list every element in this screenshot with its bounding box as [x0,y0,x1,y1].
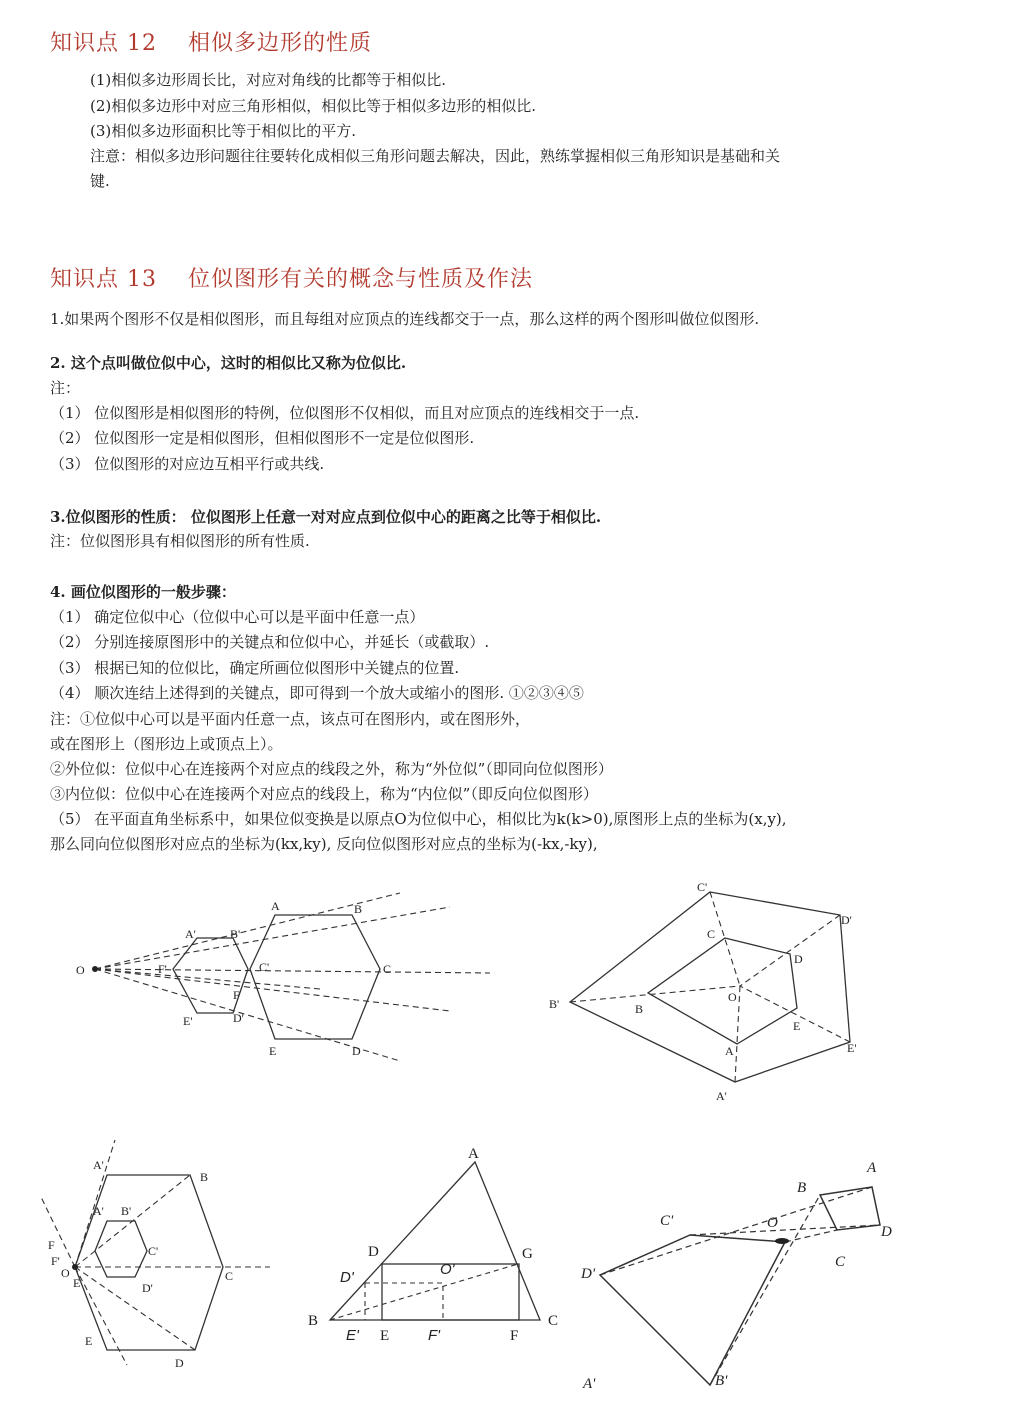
svg-text:C: C [383,962,392,976]
svg-text:C': C' [259,960,270,974]
svg-text:B: B [635,1002,644,1016]
svg-text:C: C [707,927,716,941]
svg-text:A: A [867,1160,877,1176]
s13-note3: 注：位似图形具有相似图形的所有性质. [50,532,310,550]
s13-note2-3: （3） 位似图形的对应边互相平行或共线. [50,455,325,473]
svg-text:E': E' [847,1041,857,1055]
section13-title: 知识点 13 位似图形有关的概念与性质及作法 [50,267,533,292]
s13-p1: 1.如果两个图形不仅是相似图形，而且每组对应顶点的连线都交于一点，那么这样的两个图形叫做位似图形. [50,310,760,328]
svg-text:D: D [794,952,803,966]
svg-text:C': C' [148,1244,159,1258]
s13-note2-1: （1） 位似图形是相似图形的特例，位似图形不仅相似，而且对应顶点的连线相交于一点. [50,404,640,422]
svg-text:C: C [835,1254,846,1270]
svg-text:E: E [793,1019,801,1033]
s12-item-2: (2)相似多边形中对应三角形相似，相似比等于相似多边形的相似比. [90,97,537,115]
small-hexagon [95,1221,147,1277]
svg-text:D': D' [340,1269,354,1286]
svg-text:D': D' [581,1266,596,1282]
svg-text:E': E' [183,1014,193,1028]
svg-text:B: B [354,902,363,916]
large-pentagon [570,892,850,1082]
s13-note4-4: ③内位似：位似中心在连接两个对应点的线段上，称为“内位似”（即反向位似图形） [50,785,598,803]
svg-text:G: G [522,1246,533,1262]
svg-text:E': E' [346,1327,359,1344]
svg-text:F': F' [158,962,167,976]
svg-text:E: E [380,1328,390,1344]
svg-text:A': A' [185,927,196,941]
section12-title: 知识点 12 相似多边形的性质 [50,31,372,56]
s13-note4-6: 那么同向位似图形对应点的坐标为(kx,ky), 反向位似图形对应点的坐标为(-kx,-ky), [50,835,598,853]
svg-text:O: O [76,963,85,977]
small-quadrilateral [820,1187,880,1230]
s12-note: 注意：相似多边形问题往往要转化成相似三角形问题去解决，因此，熟练掌握相似三角形知识是基础和关 [90,147,781,165]
svg-text:B: B [308,1313,319,1329]
svg-text:A': A' [716,1089,727,1103]
svg-text:D: D [352,1044,361,1058]
svg-text:D': D' [233,1011,244,1025]
svg-text:F': F' [428,1327,441,1344]
s13-step-1: （1） 确定位似中心（位似中心可以是平面中任意一点） [50,608,425,626]
s13-p3: 3.位似图形的性质： 位似图形上任意一对对应点到位似中心的距离之比等于相似比. [50,508,602,526]
s13-step-2: （2） 分别连接原图形中的关键点和位似中心，并延长（或截取）. [50,633,490,651]
svg-text:B: B [797,1180,807,1196]
svg-text:D: D [175,1356,184,1370]
figure-hexagon-homothety-1 [70,885,510,1105]
svg-text:E: E [85,1334,93,1348]
svg-text:A': A' [583,1376,596,1392]
svg-text:C: C [225,1269,234,1283]
s13-note2-2: （2） 位似图形一定是相似图形，但相似图形不一定是位似图形. [50,429,475,447]
svg-text:E: E [73,1276,81,1290]
svg-text:B': B' [230,927,241,941]
svg-text:D: D [368,1244,379,1260]
svg-text:A: A [271,899,280,913]
figure-pentagon-homothety-2 [545,880,875,1110]
figure-quadrilateral-homothety-5 [575,1150,905,1390]
s13-note4-2: 或在图形上（图形边上或顶点上）。 [50,735,283,753]
svg-text:O: O [728,990,737,1004]
large-hexagon [75,1175,223,1350]
svg-text:B': B' [549,997,560,1011]
svg-text:A: A [468,1146,479,1162]
svg-text:D': D' [841,913,852,927]
small-pentagon [648,938,797,1044]
svg-text:F': F' [51,1254,60,1268]
figure-triangle-rectangle-4 [300,1140,570,1390]
svg-text:F: F [510,1328,519,1344]
s12-note-cont: 键. [90,172,110,190]
s13-note4-1: 注：①位似中心可以是平面内任意一点，该点可在图形内，或在图形外， [50,710,531,728]
svg-text:F: F [48,1238,55,1252]
s12-item-3: (3)相似多边形面积比等于相似比的平方. [90,122,357,140]
svg-text:D: D [881,1224,892,1240]
s12-item-1: (1)相似多边形周长比，对应对角线的比都等于相似比. [90,71,447,89]
svg-text:C: C [548,1313,559,1329]
svg-text:A': A' [93,1204,104,1218]
s13-note4-5: （5） 在平面直角坐标系中，如果位似变换是以原点O为位似中心，相似比为k(k>0),原图形上点的坐标为(x,y), [50,810,787,828]
svg-text:D': D' [142,1281,153,1295]
svg-text:O': O' [440,1261,455,1278]
svg-text:C': C' [697,880,708,894]
svg-text:B': B' [121,1204,132,1218]
svg-text:O: O [767,1215,778,1231]
s13-note-label: 注： [50,379,81,397]
svg-text:A': A' [93,1158,104,1172]
large-quadrilateral [600,1235,785,1385]
triangle-ABC [330,1162,540,1320]
s13-step-4: （4） 顺次连结上述得到的关键点，即可得到一个放大或缩小的图形. ①②③④⑤ [50,684,584,702]
s13-note4-3: ②外位似：位似中心在连接两个对应点的线段之外，称为“外位似”（即同向位似图形） [50,760,613,778]
s13-p4: 4. 画位似图形的一般步骤： [50,583,236,601]
svg-text:C': C' [660,1213,674,1229]
svg-text:F: F [233,988,240,1002]
s13-step-3: （3） 根据已知的位似比，确定所画位似图形中关键点的位置. [50,659,460,677]
svg-text:B: B [200,1170,209,1184]
figure-hexagon-homothety-3 [35,1135,285,1375]
svg-text:B': B' [715,1373,728,1389]
s13-p2: 2. 这个点叫做位似中心，这时的相似比又称为位似比. [50,354,407,372]
svg-text:E: E [269,1044,277,1058]
large-hexagon [250,915,380,1039]
svg-text:O: O [61,1266,70,1280]
svg-text:A: A [725,1044,734,1058]
